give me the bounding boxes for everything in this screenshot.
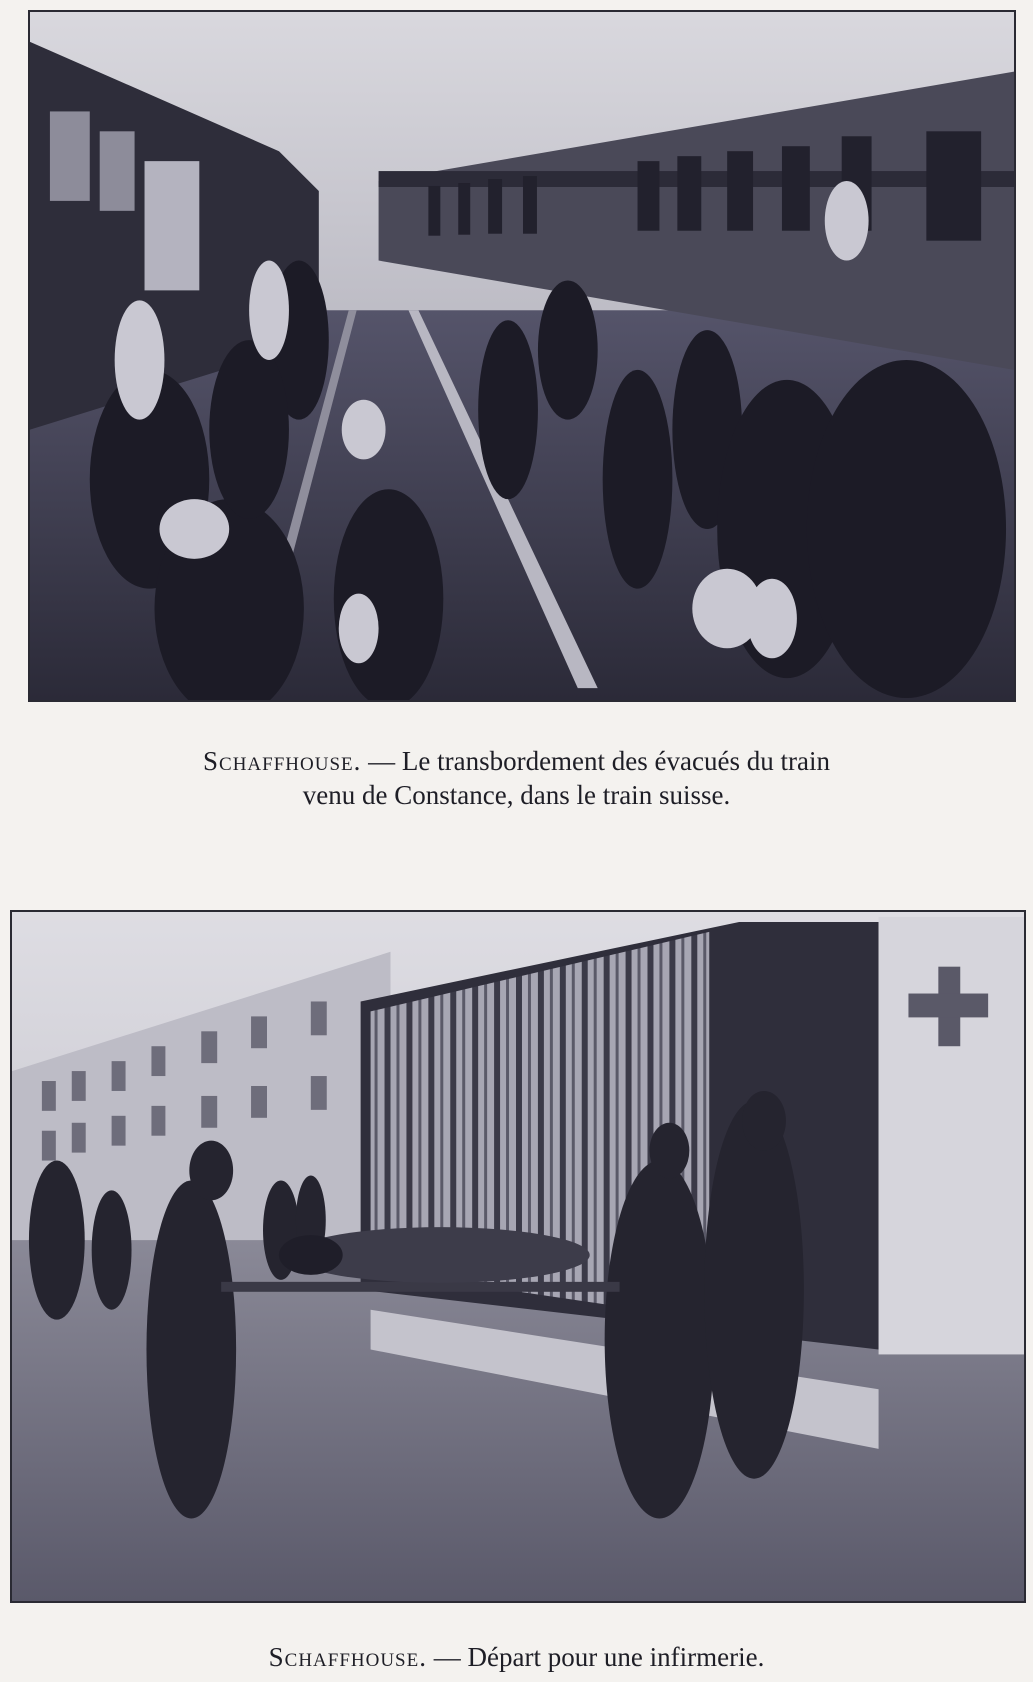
caption-line-1 [0,744,1033,778]
caption-text: Le transbordement des évacués du train [401,746,830,776]
caption-place: Schaffhouse. [268,1642,427,1672]
caption-line-2: venu de Constance, dans le train suisse. [302,780,731,810]
ambulance-street-illustration [12,912,1024,1601]
caption-text: Départ pour une infirmerie. [467,1642,765,1672]
photo-train-transfer [28,10,1016,702]
photo-ambulance-departure [10,910,1026,1603]
caption-dash: — [368,746,396,776]
train-platform-illustration [30,12,1014,700]
figure-caption-2 [0,1640,1033,1674]
caption-place: Schaffhouse. [203,746,362,776]
caption-dash: — [433,1642,461,1672]
figure-caption-1 [0,744,1033,812]
